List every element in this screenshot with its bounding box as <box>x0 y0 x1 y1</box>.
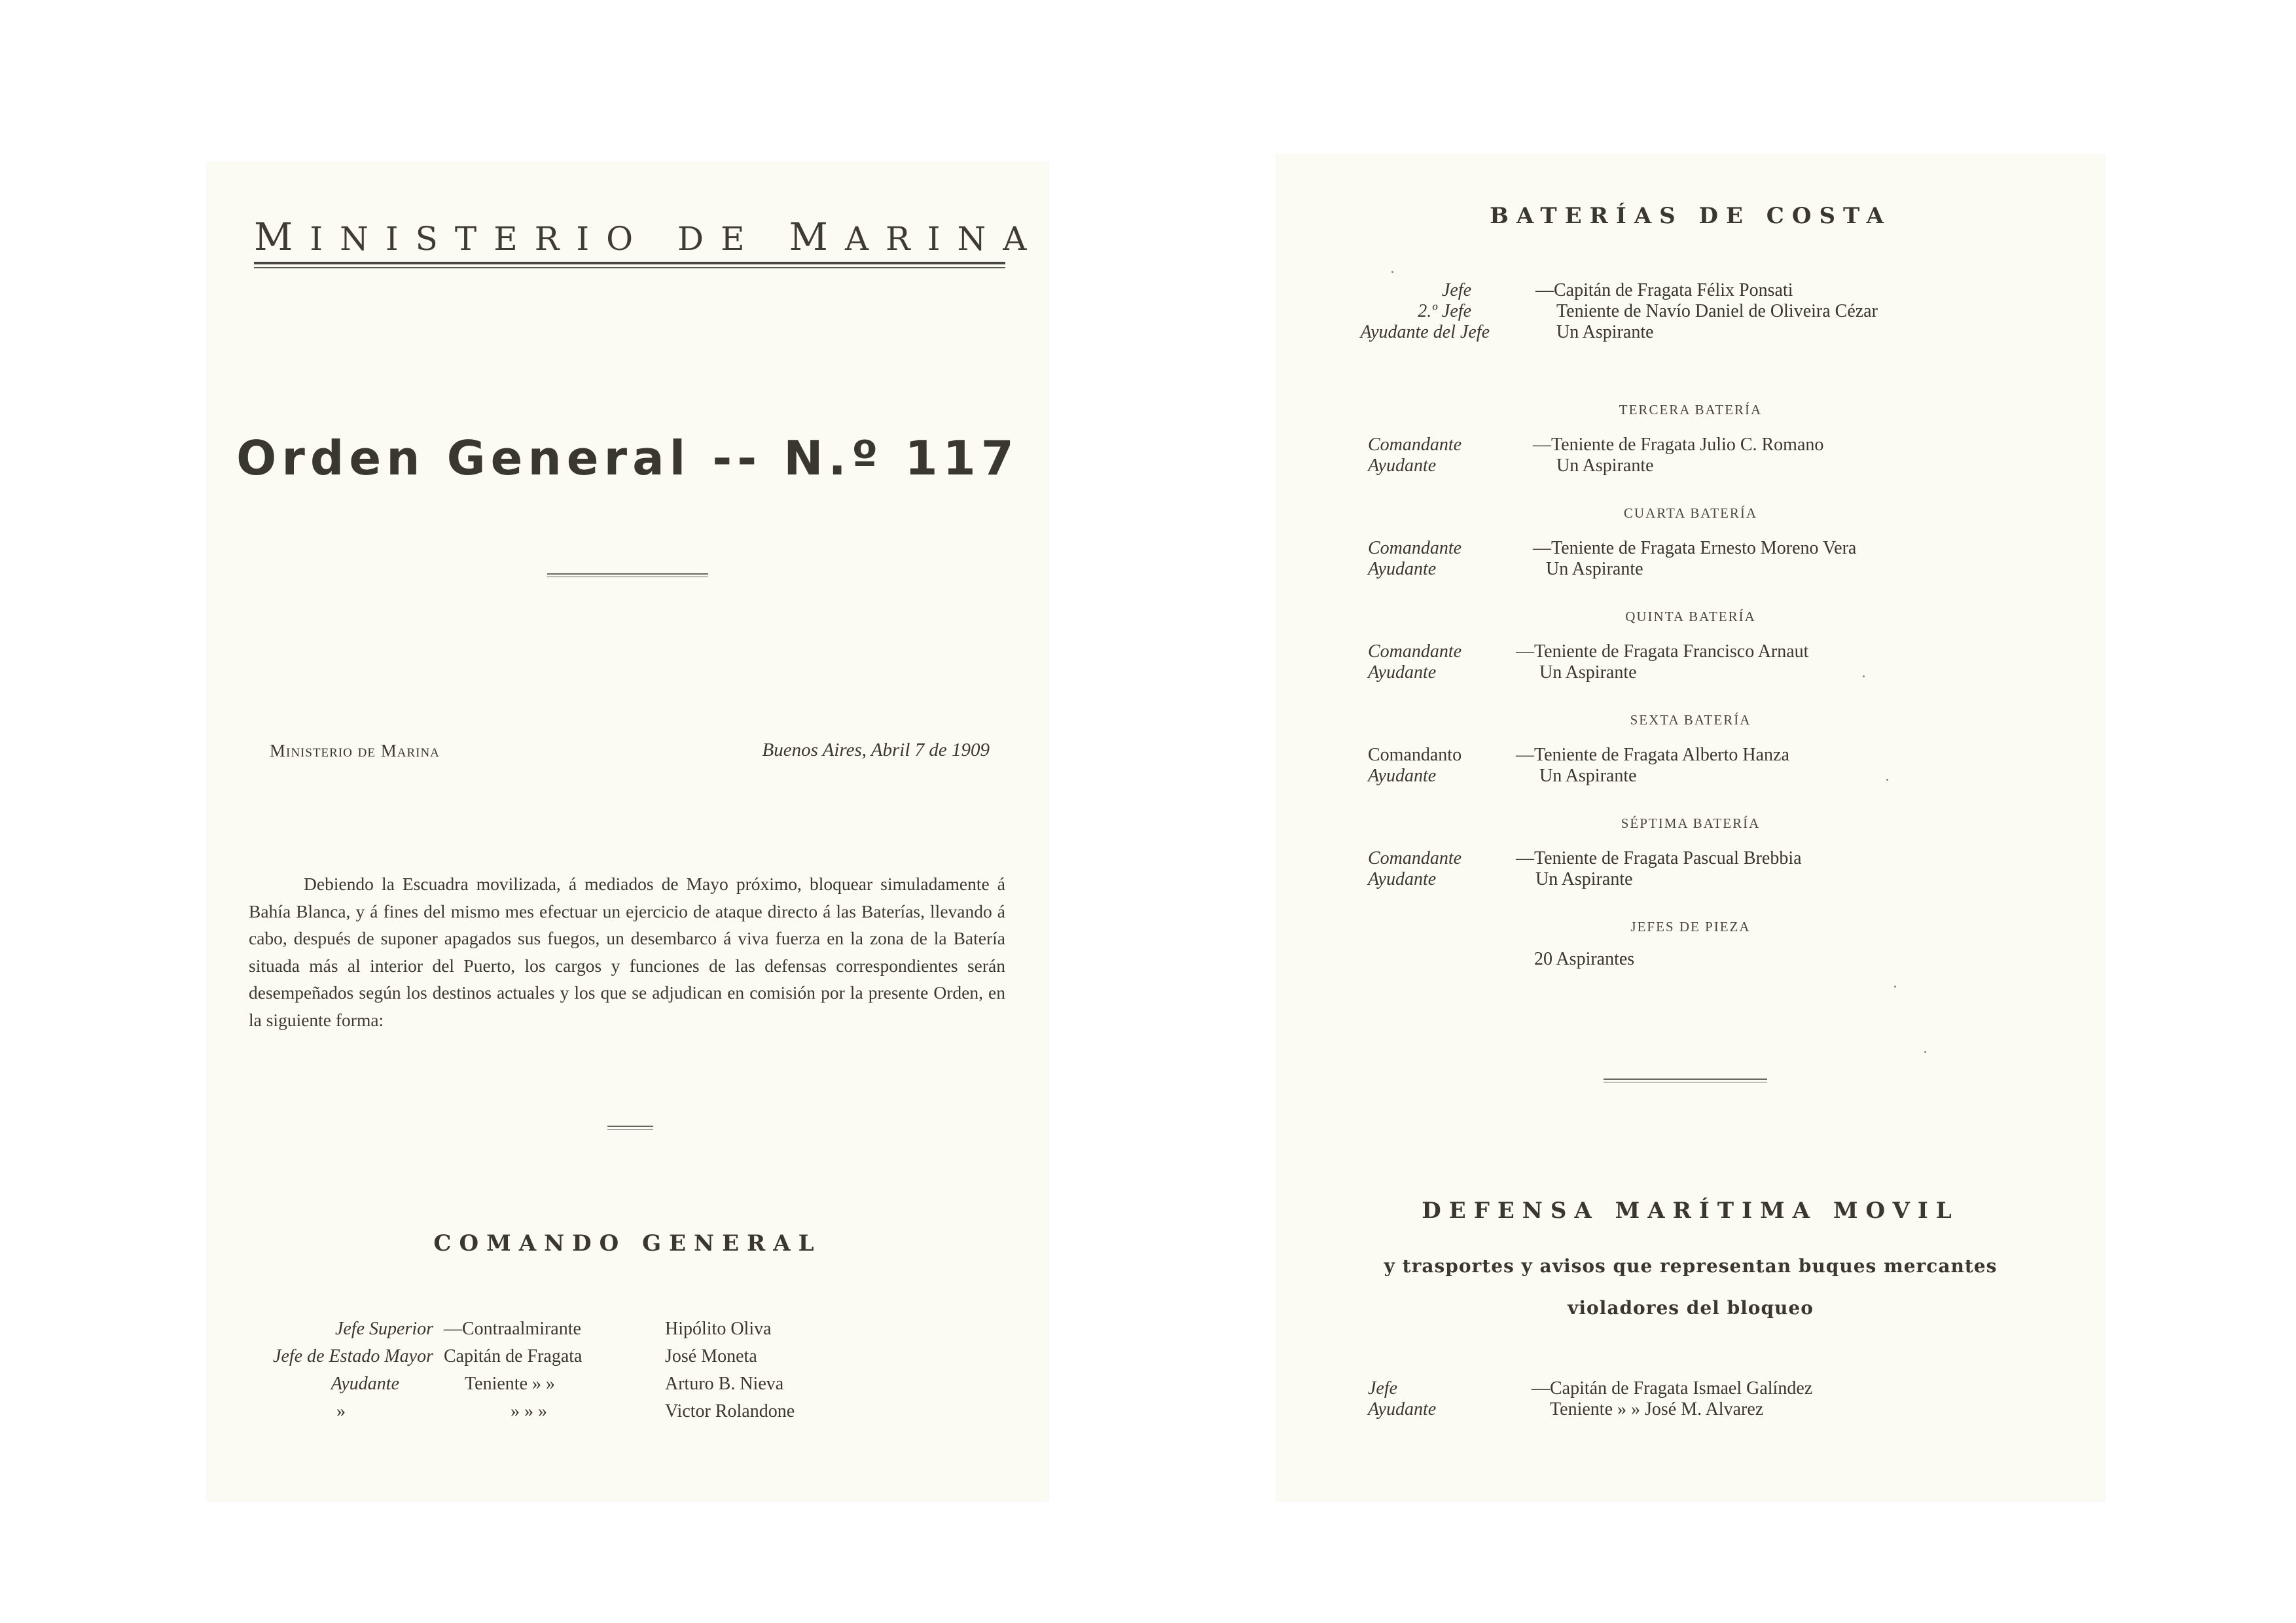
battery-title: TERCERA BATERÍA <box>1619 402 1763 418</box>
battery-title: CUARTA BATERÍA <box>1623 505 1758 521</box>
scan-speck <box>1391 271 1393 273</box>
role-label: Ayudante <box>1368 766 1437 786</box>
roster-name: José Moneta <box>665 1346 757 1366</box>
roster-row <box>249 1370 1034 1398</box>
defensa-title: DEFENSA MARÍTIMA MOVIL <box>1422 1198 1960 1224</box>
defensa-subtitle: y trasportes y avisos que representan buques mercantes <box>1384 1255 1998 1277</box>
role-value: —Capitán de Fragata Félix Ponsati <box>1535 280 1793 300</box>
scan-speck <box>1863 675 1865 677</box>
role-value: Teniente » » José M. Alvarez <box>1550 1399 1764 1419</box>
section-title: BATERÍAS DE COSTA <box>1490 203 1892 229</box>
left-page <box>207 162 1049 1501</box>
role-label: Ayudante <box>1368 455 1437 476</box>
body-paragraph: Debiendo la Escuadra movilizada, á mediados de Mayo próximo, bloquear simuladamente á Bahía Blanca, y á fines del mismo mes efectuar un ejercicio de ataque directo á las Baterías, llevando á cabo, después de suponer apagados sus fuegos, un desembarco á viva fuerza en la zona de la Batería situada más al interior del Puerto, los cargos y funciones de las defensas correspondientes serán desempeñados según los destinos actuales y los que se adjudican en comisión por la presente Orden, en la siguiente forma: <box>249 874 1005 1030</box>
roster-rank: Teniente » » <box>465 1374 555 1394</box>
role-label: Ayudante del Jefe <box>1360 322 1490 342</box>
masthead-word: ARINA <box>844 220 1044 258</box>
dateline: Buenos Aires, Abril 7 de 1909 <box>762 740 990 760</box>
role-label: Comandante <box>1368 435 1462 455</box>
roster-rank: » » » <box>511 1401 547 1421</box>
role-label: 2.º Jefe <box>1418 301 1471 321</box>
right-page <box>1276 154 2105 1501</box>
role-label: Jefe <box>1368 1378 1398 1399</box>
masthead-word: DE <box>677 220 762 258</box>
scan-speck <box>1886 779 1888 781</box>
role-value: —Teniente de Fragata Julio C. Romano <box>1533 435 1824 455</box>
scan-speck <box>1924 1051 1926 1053</box>
role-value: Un Aspirante <box>1539 766 1637 786</box>
roster-role: » <box>336 1401 346 1421</box>
scan-speck <box>1894 986 1896 988</box>
jefes-pieza-value: 20 Aspirantes <box>1534 949 1635 969</box>
masthead <box>254 215 1044 264</box>
role-label: Ayudante <box>1368 869 1437 889</box>
roster-rank: Capitán de Fragata <box>444 1346 583 1366</box>
roster-row <box>249 1315 1034 1343</box>
role-label: Ayudante <box>1368 662 1437 683</box>
jefes-pieza-title: JEFES DE PIEZA <box>1630 919 1751 935</box>
masthead-word: INISTERIO <box>310 220 651 258</box>
role-value: Teniente de Navío Daniel de Oliveira Cézar <box>1556 301 1878 321</box>
role-label: Comandante <box>1368 848 1462 868</box>
role-value: Un Aspirante <box>1546 559 1643 579</box>
role-value: Un Aspirante <box>1556 455 1654 476</box>
role-value: —Teniente de Fragata Francisco Arnaut <box>1516 641 1809 662</box>
role-label: Ayudante <box>1368 559 1437 579</box>
roster-role: Ayudante <box>331 1374 399 1394</box>
masthead-initial: M <box>789 215 845 259</box>
roster-name: Arturo B. Nieva <box>665 1374 784 1394</box>
roster-role: Jefe de Estado Mayor <box>273 1346 433 1366</box>
roster-name: Victor Rolandone <box>665 1401 795 1421</box>
roster-row <box>249 1343 1034 1370</box>
divider <box>607 1126 653 1130</box>
role-value: Un Aspirante <box>1535 869 1633 889</box>
roster-name: Hipólito Oliva <box>665 1319 772 1339</box>
divider <box>547 573 708 577</box>
role-value: Un Aspirante <box>1556 322 1654 342</box>
role-label: Ayudante <box>1368 1399 1437 1419</box>
roster-role: Jefe Superior <box>334 1319 433 1339</box>
divider <box>1604 1079 1767 1082</box>
battery-title: QUINTA BATERÍA <box>1625 609 1756 624</box>
role-value: Un Aspirante <box>1539 662 1637 683</box>
roster-row <box>249 1398 1034 1425</box>
role-label: Jefe <box>1441 280 1471 300</box>
role-value: —Teniente de Fragata Ernesto Moreno Vera <box>1533 538 1857 558</box>
battery-title: SEXTA BATERÍA <box>1630 712 1751 728</box>
role-label: Comandante <box>1368 641 1462 662</box>
role-label: Comandante <box>1368 538 1462 558</box>
role-value: —Capitán de Fragata Ismael Galíndez <box>1532 1378 1813 1399</box>
defensa-subtitle: violadores del bloqueo <box>1568 1297 1814 1319</box>
masthead-initial: M <box>254 215 310 259</box>
role-value: —Teniente de Fragata Alberto Hanza <box>1516 745 1789 765</box>
battery-title: SÉPTIMA BATERÍA <box>1621 815 1761 831</box>
role-label: Comandanto <box>1368 745 1462 765</box>
role-value: —Teniente de Fragata Pascual Brebbia <box>1516 848 1802 868</box>
comando-roster <box>249 1315 1034 1425</box>
order-title: Orden General -- N.º 117 <box>236 431 1019 486</box>
section-title: COMANDO GENERAL <box>433 1230 822 1257</box>
roster-rank: —Contraalmirante <box>444 1319 581 1339</box>
ministry-line: Ministerio de Marina <box>270 741 440 760</box>
